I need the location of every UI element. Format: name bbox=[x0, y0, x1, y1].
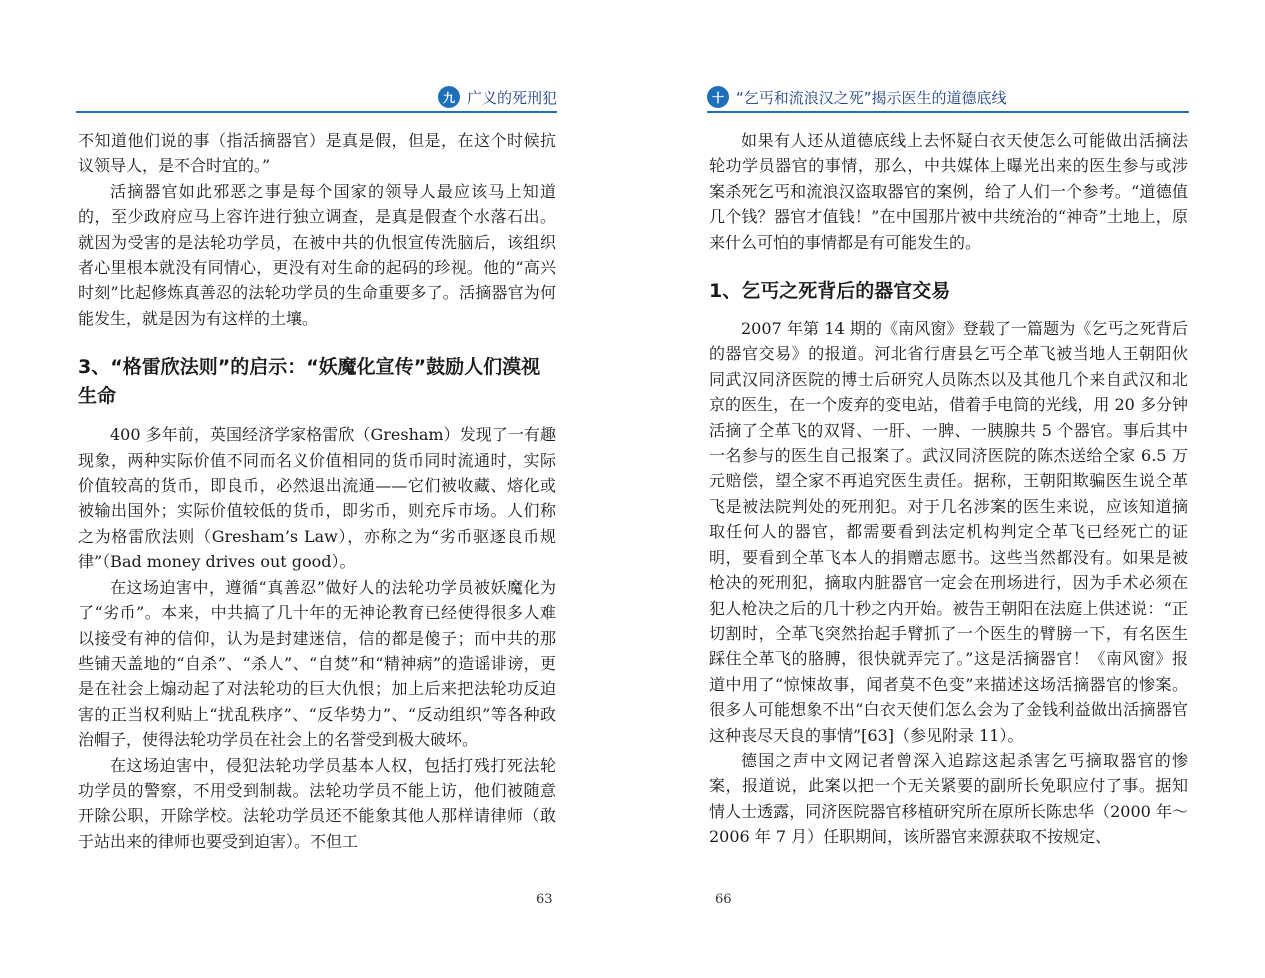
page-body bbox=[709, 128, 1188, 850]
running-header bbox=[707, 84, 1007, 110]
right-page bbox=[633, 0, 1265, 978]
page-number: 63 bbox=[536, 892, 553, 907]
section-heading: 3、“格雷欣法则”的启示：“妖魔化宣传”鼓励人们漠视生命 bbox=[78, 356, 541, 408]
paragraph: 在这场迫害中，侵犯法轮功学员基本人权，包括打残打死法轮功学员的警察，不用受到制裁。法轮功学员不能上访，他们被随意开除公职，开除学校。法轮功学员还不能象其他人那样请律师（敢于站出来的律师也要受到迫害）。不但工 bbox=[78, 755, 556, 851]
paragraph: 在这场迫害中，遵循“真善忍”做好人的法轮功学员被妖魔化为了“劣币”。本来，中共搞了几十年的无神论教育已经使得很多人难以接受有神的信仰，认为是封建迷信，信的都是傻子；而中共的那些铺天盖地的“自杀”、“杀人”、“自焚”和“精神病”的造谣诽谤，更是在社会上煽动起了对法轮功的巨大仇恨；加上后来把法轮功反迫害的正当权利贴上“扰乱秩序”、“反华势力”、“反动组织”等各种政治帽子，使得法轮功学员在社会上的名誉受到极大破坏。 bbox=[78, 577, 556, 750]
chapter-title: “乞丐和流浪汉之死”揭示医生的道德底线 bbox=[736, 88, 1007, 107]
chapter-badge: 十 bbox=[707, 86, 729, 108]
paragraph: 400 多年前，英国经济学家格雷欣（Gresham）发现了一有趣现象，两种实际价值不同而名义价值相同的货币同时流通时，实际价值较高的货币，即良币，必然退出流通——它们被收藏、熔化或被输出国外；实际价值较低的货币，即劣币，则充斥市场。人们称之为格雷欣法则（Gresham’s Law），亦称之为“劣币驱逐良币规律”（Bad money drives out good）。 bbox=[78, 425, 556, 572]
header-rule bbox=[76, 111, 557, 113]
header-rule bbox=[707, 111, 1189, 113]
paragraph: 德国之声中文网记者曾深入追踪这起杀害乞丐摘取器官的惨案，报道说，此案以把一个无关紧要的副所长免职应付了事。据知情人士透露，同济医院器官移植研究所在原所长陈忠华（2000 年～ 2006 年 7 月）任职期间，该所器官来源获取不按规定、 bbox=[709, 750, 1188, 847]
chapter-badge: 九 bbox=[438, 86, 460, 108]
chapter-title: 广义的死刑犯 bbox=[466, 88, 557, 107]
page-number: 66 bbox=[715, 892, 732, 907]
section-heading: 1、乞丐之死背后的器官交易 bbox=[709, 280, 951, 303]
page-body bbox=[78, 128, 556, 854]
paragraph: 2007 年第 14 期的《南风窗》登载了一篇题为《乞丐之死背后的器官交易》的报道。河北省行唐县乞丐仝革飞被当地人王朝阳伙同武汉同济医院的博士后研究人员陈杰以及其他几个来自武汉和北京的医生，在一个废弃的变电站，借着手电筒的光线，用 20 多分钟活摘了仝革飞的双肾、一肝、一脾、一胰腺共 5 个器官。事后其中一名参与的医生自己报案了。武汉同济医院的陈杰送给仝家 6.5 万元赔偿，望仝家不再追究医生责任。据称，王朝阳欺骗医生说仝革飞是被法院判处的死刑犯。对于几名涉案的医生来说，应该知道摘取任何人的器官，都需要看到法定机构判定仝革飞已经死亡的证明，要看到仝革飞本人的捐赠志愿书。这些当然都没有。如果是被枪决的死刑犯，摘取内脏器官一定会在刑场进行，因为手术必须在犯人枪决之后的几十秒之内开始。被告王朝阳在法庭上供述说：“正切割时，仝革飞突然抬起手臂抓了一个医生的臂膀一下，有名医生踩住仝革飞的胳膊，很快就弄完了。”这是活摘器官！《南风窗》报道中用了“惊悚故事，闻者莫不色变”来描述这场活摘器官的惨案。很多人可能想象不出“白衣天使们怎么会为了金钱利益做出活摘器官这种丧尽天良的事情”[63]（参见附录 11）。 bbox=[709, 319, 1188, 745]
running-header bbox=[438, 84, 557, 110]
paragraph: 活摘器官如此邪恶之事是每个国家的领导人最应该马上知道的，至少政府应马上容许进行独立调查，是真是假查个水落石出。就因为受害的是法轮功学员，在被中共的仇恨宣传洗脑后，该组织者心里根本就没有同情心，更没有对生命的起码的珍视。他的“高兴时刻”比起修炼真善忍的法轮功学员的生命重要多了。活摘器官为何能发生，就是因为有这样的土壤。 bbox=[78, 181, 556, 328]
paragraph: 如果有人还从道德底线上去怀疑白衣天使怎么可能做出活摘法轮功学员器官的事情，那么，中共媒体上曝光出来的医生参与或涉案杀死乞丐和流浪汉盗取器官的案例，给了人们一个参考。“道德值几个钱？器官才值钱！”在中国那片被中共统治的“神奇”土地上，原来什么可怕的事情都是有可能发生的。 bbox=[709, 131, 1188, 252]
left-page bbox=[0, 0, 632, 978]
paragraph: 不知道他们说的事（指活摘器官）是真是假，但是，在这个时候抗议领导人，是不合时宜的。” bbox=[78, 131, 556, 176]
